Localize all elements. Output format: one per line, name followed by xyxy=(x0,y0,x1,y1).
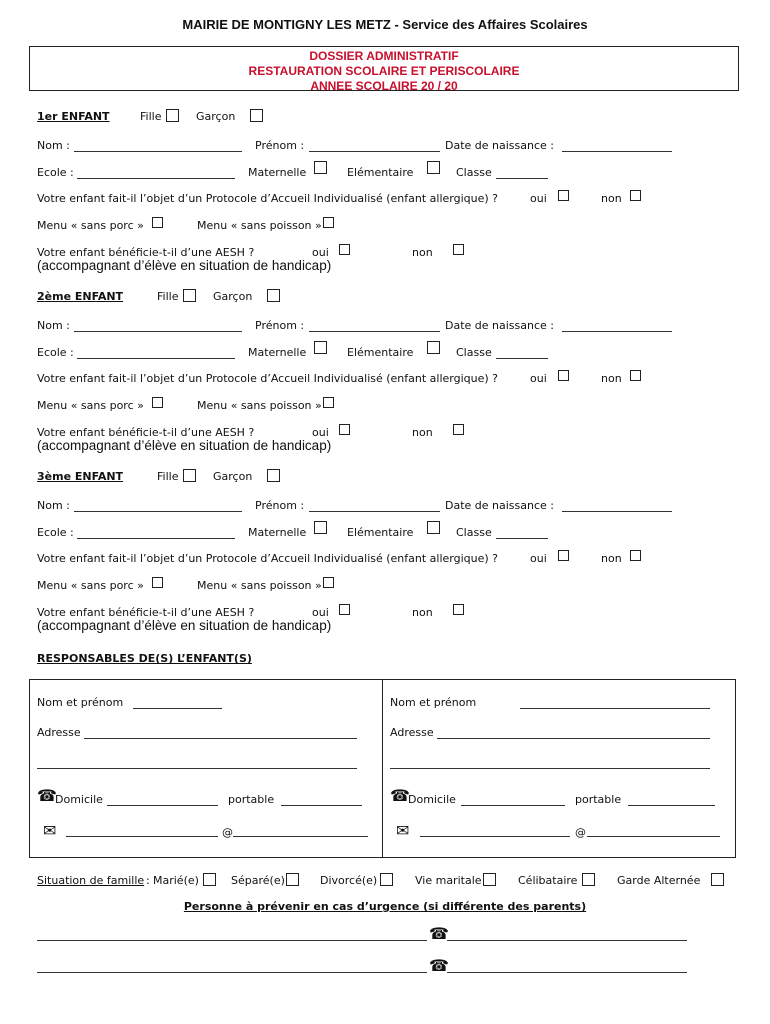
menu-sans-poisson-checkbox[interactable] xyxy=(323,397,334,408)
portable-field[interactable] xyxy=(628,805,715,806)
elementaire-checkbox[interactable] xyxy=(427,161,440,174)
situation-option-label: Marié(e) xyxy=(153,874,199,887)
adresse-field[interactable] xyxy=(84,738,357,739)
pai-non-checkbox[interactable] xyxy=(630,550,641,561)
aesh-question: Votre enfant bénéficie-t-il d’une AESH ? xyxy=(37,246,255,259)
phone-icon: ☎ xyxy=(390,786,410,805)
classe-field[interactable] xyxy=(496,178,548,179)
aesh-oui-label: oui xyxy=(312,606,329,619)
situation-option-checkbox[interactable] xyxy=(483,873,496,886)
nom-prenom-label: Nom et prénom xyxy=(37,696,124,709)
email-domain-field[interactable] xyxy=(587,836,720,837)
situation-option-checkbox[interactable] xyxy=(711,873,724,886)
menu-sans-poisson-label: Menu « sans poisson » xyxy=(197,399,322,412)
aesh-note: (accompagnant d’élève en situation de handicap) xyxy=(37,618,332,633)
classe-label: Classe xyxy=(456,166,492,179)
situation-option-checkbox[interactable] xyxy=(203,873,216,886)
responsables-heading: RESPONSABLES DE(S) L’ENFANT(S) xyxy=(37,652,252,665)
portable-label: portable xyxy=(575,793,622,806)
nom-label: Nom : xyxy=(37,139,70,152)
maternelle-checkbox[interactable] xyxy=(314,341,327,354)
child-heading: 2ème ENFANT xyxy=(37,290,124,303)
fille-checkbox[interactable] xyxy=(166,109,179,122)
nom-field[interactable] xyxy=(74,511,242,512)
pai-oui-label: oui xyxy=(530,372,547,385)
menu-sans-porc-label: Menu « sans porc » xyxy=(37,579,144,592)
urgence-heading: Personne à prévenir en cas d’urgence (si différente des parents) xyxy=(183,900,587,913)
phone-icon: ☎ xyxy=(429,956,449,975)
nom-prenom-field[interactable] xyxy=(133,708,222,709)
pai-question: Votre enfant fait-il l’objet d’un Protocole d’Accueil Individualisé (enfant allergique) ? xyxy=(37,192,499,205)
aesh-note: (accompagnant d’élève en situation de handicap) xyxy=(37,258,332,273)
classe-label: Classe xyxy=(456,346,492,359)
urgence-phone-line-2[interactable] xyxy=(447,972,687,973)
fille-label: Fille xyxy=(157,470,179,483)
prenom-field[interactable] xyxy=(309,331,440,332)
menu-sans-porc-checkbox[interactable] xyxy=(152,217,163,228)
aesh-non-checkbox[interactable] xyxy=(453,244,464,255)
situation-separator: : xyxy=(146,874,150,887)
adresse-field-2[interactable] xyxy=(37,768,357,769)
classe-field[interactable] xyxy=(496,358,548,359)
page-header: MAIRIE DE MONTIGNY LES METZ - Service des Affaires Scolaires xyxy=(182,17,588,32)
domicile-label: Domicile xyxy=(408,793,456,806)
menu-sans-poisson-label: Menu « sans poisson » xyxy=(197,219,322,232)
title-line-3: ANNEE SCOLAIRE 20 / 20 xyxy=(310,79,458,93)
ecole-field[interactable] xyxy=(77,538,235,539)
garcon-checkbox[interactable] xyxy=(250,109,263,122)
title-box xyxy=(29,46,739,91)
nom-label: Nom : xyxy=(37,319,70,332)
domicile-label: Domicile xyxy=(55,793,103,806)
pai-oui-label: oui xyxy=(530,552,547,565)
prenom-label: Prénom : xyxy=(255,139,305,152)
portable-field[interactable] xyxy=(281,805,362,806)
urgence-phone-line-1[interactable] xyxy=(447,940,687,941)
date-naissance-label: Date de naissance : xyxy=(445,319,554,332)
aesh-non-checkbox[interactable] xyxy=(453,604,464,615)
pai-non-label: non xyxy=(601,552,622,565)
situation-option-label: Séparé(e) xyxy=(231,874,285,887)
classe-label: Classe xyxy=(456,526,492,539)
at-sign: @ xyxy=(575,826,586,839)
classe-field[interactable] xyxy=(496,538,548,539)
aesh-note: (accompagnant d’élève en situation de handicap) xyxy=(37,438,332,453)
situation-option-label: Célibataire xyxy=(518,874,578,887)
pai-non-checkbox[interactable] xyxy=(630,190,641,201)
ecole-label: Ecole : xyxy=(37,526,74,539)
fille-label: Fille xyxy=(157,290,179,303)
situation-option-label: Garde Alternée xyxy=(617,874,701,887)
aesh-question: Votre enfant bénéficie-t-il d’une AESH ? xyxy=(37,606,255,619)
nom-field[interactable] xyxy=(74,331,242,332)
email-user-field[interactable] xyxy=(420,836,570,837)
pai-question: Votre enfant fait-il l’objet d’un Protocole d’Accueil Individualisé (enfant allergique) ? xyxy=(37,552,499,565)
pai-non-label: non xyxy=(601,372,622,385)
responsables-divider xyxy=(382,679,383,858)
date-naissance-label: Date de naissance : xyxy=(445,139,554,152)
prenom-label: Prénom : xyxy=(255,319,305,332)
date-naissance-field[interactable] xyxy=(562,331,672,332)
ecole-label: Ecole : xyxy=(37,346,74,359)
elementaire-label: Elémentaire xyxy=(347,526,414,539)
fille-checkbox[interactable] xyxy=(183,289,196,302)
pai-oui-label: oui xyxy=(530,192,547,205)
phone-icon: ☎ xyxy=(37,786,57,805)
envelope-icon: ✉ xyxy=(396,821,410,840)
menu-sans-porc-checkbox[interactable] xyxy=(152,397,163,408)
aesh-non-label: non xyxy=(412,246,433,259)
aesh-oui-label: oui xyxy=(312,426,329,439)
fille-checkbox[interactable] xyxy=(183,469,196,482)
title-line-2: RESTAURATION SCOLAIRE ET PERISCOLAIRE xyxy=(248,64,520,78)
aesh-oui-checkbox[interactable] xyxy=(339,244,350,255)
envelope-icon: ✉ xyxy=(43,821,57,840)
menu-sans-porc-label: Menu « sans porc » xyxy=(37,399,144,412)
situation-famille-label: Situation de famille xyxy=(37,874,145,887)
menu-sans-porc-label: Menu « sans porc » xyxy=(37,219,144,232)
aesh-oui-checkbox[interactable] xyxy=(339,424,350,435)
pai-oui-checkbox[interactable] xyxy=(558,550,569,561)
urgence-name-line-1[interactable] xyxy=(37,940,427,941)
situation-option-label: Vie maritale xyxy=(415,874,482,887)
portable-label: portable xyxy=(228,793,275,806)
at-sign: @ xyxy=(222,826,233,839)
prenom-field[interactable] xyxy=(309,151,440,152)
maternelle-label: Maternelle xyxy=(248,346,307,359)
garcon-label: Garçon xyxy=(196,110,236,123)
garcon-label: Garçon xyxy=(213,290,253,303)
situation-option-label: Divorcé(e) xyxy=(320,874,378,887)
fille-label: Fille xyxy=(140,110,162,123)
aesh-oui-label: oui xyxy=(312,246,329,259)
aesh-non-label: non xyxy=(412,606,433,619)
child-heading: 3ème ENFANT xyxy=(37,470,124,483)
elementaire-label: Elémentaire xyxy=(347,346,414,359)
elementaire-label: Elémentaire xyxy=(347,166,414,179)
ecole-field[interactable] xyxy=(77,178,235,179)
situation-option-checkbox[interactable] xyxy=(380,873,393,886)
elementaire-checkbox[interactable] xyxy=(427,341,440,354)
garcon-checkbox[interactable] xyxy=(267,469,280,482)
maternelle-label: Maternelle xyxy=(248,166,307,179)
pai-oui-checkbox[interactable] xyxy=(558,190,569,201)
garcon-checkbox[interactable] xyxy=(267,289,280,302)
nom-label: Nom : xyxy=(37,499,70,512)
adresse-field[interactable] xyxy=(437,738,710,739)
elementaire-checkbox[interactable] xyxy=(427,521,440,534)
menu-sans-poisson-checkbox[interactable] xyxy=(323,577,334,588)
title-line-1: DOSSIER ADMINISTRATIF xyxy=(309,49,459,63)
menu-sans-porc-checkbox[interactable] xyxy=(152,577,163,588)
date-naissance-field[interactable] xyxy=(562,511,672,512)
date-naissance-label: Date de naissance : xyxy=(445,499,554,512)
nom-prenom-field[interactable] xyxy=(520,708,710,709)
email-user-field[interactable] xyxy=(66,836,218,837)
ecole-label: Ecole : xyxy=(37,166,74,179)
pai-question: Votre enfant fait-il l’objet d’un Protocole d’Accueil Individualisé (enfant allergique) ? xyxy=(37,372,499,385)
urgence-name-line-2[interactable] xyxy=(37,972,427,973)
pai-non-label: non xyxy=(601,192,622,205)
pai-non-checkbox[interactable] xyxy=(630,370,641,381)
adresse-label: Adresse xyxy=(37,726,81,739)
menu-sans-poisson-checkbox[interactable] xyxy=(323,217,334,228)
menu-sans-poisson-label: Menu « sans poisson » xyxy=(197,579,322,592)
adresse-field-2[interactable] xyxy=(390,768,710,769)
domicile-field[interactable] xyxy=(461,805,565,806)
maternelle-checkbox[interactable] xyxy=(314,161,327,174)
adresse-label: Adresse xyxy=(390,726,434,739)
phone-icon: ☎ xyxy=(429,924,449,943)
maternelle-checkbox[interactable] xyxy=(314,521,327,534)
domicile-field[interactable] xyxy=(107,805,218,806)
aesh-oui-checkbox[interactable] xyxy=(339,604,350,615)
nom-field[interactable] xyxy=(74,151,242,152)
situation-option-checkbox[interactable] xyxy=(582,873,595,886)
aesh-non-checkbox[interactable] xyxy=(453,424,464,435)
aesh-non-label: non xyxy=(412,426,433,439)
situation-option-checkbox[interactable] xyxy=(286,873,299,886)
maternelle-label: Maternelle xyxy=(248,526,307,539)
nom-prenom-label: Nom et prénom xyxy=(390,696,477,709)
aesh-question: Votre enfant bénéficie-t-il d’une AESH ? xyxy=(37,426,255,439)
ecole-field[interactable] xyxy=(77,358,235,359)
email-domain-field[interactable] xyxy=(233,836,368,837)
child-heading: 1er ENFANT xyxy=(37,110,110,123)
garcon-label: Garçon xyxy=(213,470,253,483)
prenom-label: Prénom : xyxy=(255,499,305,512)
date-naissance-field[interactable] xyxy=(562,151,672,152)
prenom-field[interactable] xyxy=(309,511,440,512)
pai-oui-checkbox[interactable] xyxy=(558,370,569,381)
